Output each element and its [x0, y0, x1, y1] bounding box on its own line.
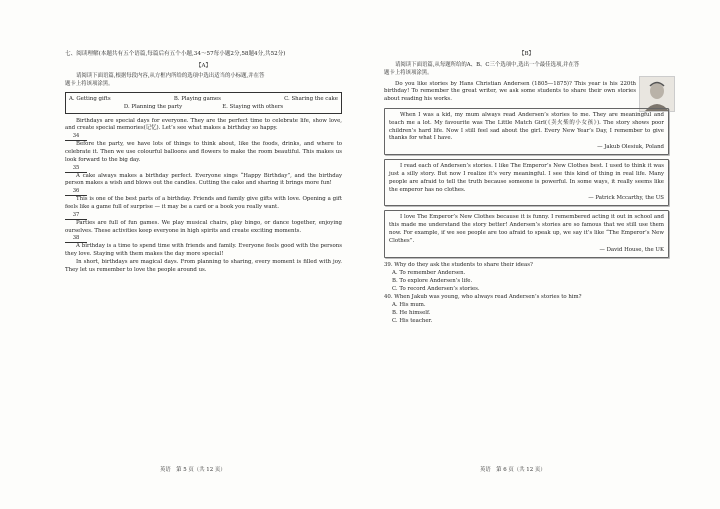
- paragraph-conclusion: In short, birthdays are magical days. From planning to sharing, every moment is filled with joy. They let us remember to love the people around us.: [65, 258, 342, 273]
- instructions-line-2: 题卡上将该项涂黑。: [65, 80, 114, 87]
- blank-38: 38: [65, 235, 87, 243]
- right-page: [384, 50, 669, 325]
- q39-option-c: C. To record Andersen’s stories.: [392, 285, 480, 292]
- part-label-a: 【A】: [195, 63, 212, 69]
- paragraph-35: A cake always makes a birthday perfect. Everyone sings “Happy Birthday”, and the birthday person makes a wish and blows out the candles. Cutting the cake and sharing it brings more fun!: [65, 172, 342, 187]
- instructions-b-line-1: 请阅读下面语篇,从每题所给的A、B、C三个选项中,选出一个最佳选项,并在答: [395, 62, 580, 68]
- quote-2-text: I read each of Andersen’s stories. I like The Emperor’s New Clothes best. I used to think it was just a silly story. But now I realize it’s very meaningful. I see this kind of thing in real life. Many people are afraid to tell the truth because someone is powerful. In some ways, it really seems like the emperor has no clothes.: [389, 163, 664, 193]
- quote-3-signature: — David House, the UK: [599, 246, 664, 253]
- quote-card-1: [384, 108, 669, 155]
- part-label-b: 【B】: [518, 51, 535, 57]
- quote-1-signature: — Jakub Olesiuk, Poland: [597, 144, 664, 151]
- option-a: A. Getting gifts: [69, 95, 111, 102]
- question-39: 39. Why do they ask the students to share their ideas?: [384, 261, 533, 268]
- q39-option-a: A. To remember Andersen.: [392, 269, 466, 276]
- options-box: [65, 92, 342, 114]
- q40-option-c: C. His teacher.: [392, 317, 433, 324]
- quote-3-text: I love The Emperor’s New Clothes because it is funny. I remembered acting it out in school and this made me understand the story better! Andersen’s stories are so famous that we still use them now. For example, if we see people are too afraid to speak up, we say it’s like “The Emperor’s New Clothes”.: [389, 214, 664, 244]
- instructions-line-1: 请阅读下面语篇,根据每段内容,从方框内所给的选项中选出适当的小标题,并在答: [76, 73, 265, 79]
- quote-card-2: [384, 159, 669, 206]
- paragraph-36: This is one of the best parts of a birthday. Friends and family give gifts with love. Opening a gift feels like a game full of surprise — it may be a card or a book you really want.: [65, 196, 342, 210]
- option-b: B. Playing games: [173, 95, 221, 102]
- intro-paragraph: Do you like stories by Hans Christian Andersen (1805—1875)? This year is his 220th birthday! To remember the great writer, we ask some students to share their own stories about reading his works.: [384, 80, 636, 103]
- paragraph-intro: Birthdays are special days for everyone. They are the perfect time to celebrate life, show love, and create special memories(记忆). Let’s see what makes a birthday so happy.: [65, 117, 342, 132]
- blank-35: 35: [65, 165, 87, 173]
- page-footer-right: 英语 第 6 页（共 12 页）: [480, 467, 546, 473]
- blank-37: 37: [65, 212, 87, 220]
- q40-option-a: A. His mum.: [392, 301, 426, 308]
- q40-option-b: B. He himself.: [392, 309, 431, 316]
- q39-option-b: B. To explore Andersen’s life.: [392, 277, 473, 284]
- section-title: 七、阅读理解(本题共有五个语篇,每篇后有五个小题,34～57每小题2分,58题4分,共52分): [65, 51, 286, 57]
- quote-1-text: When I was a kid, my mum always read Andersen’s stories to me. They are meaningful and teach me a lot. My favourite was The Little Match Girl(《卖火柴的小女孩》). The story shows poor children’s hard life. Now I still feel sad about the girl. Every New Year’s Day, I remember to give thanks for what I have.: [389, 111, 664, 142]
- option-d: D. Planning the party: [123, 103, 183, 110]
- blank-36: 36: [65, 188, 87, 196]
- paragraph-34: Before the party, we have lots of things to think about, like the foods, drinks, and where to celebrate it. Then we use colourful balloons and flowers to make the room beautiful. This makes us look forward to the big day.: [65, 141, 342, 163]
- quote-2-signature: — Patrick Mccarthy, the US: [588, 195, 664, 202]
- paragraph-38: A birthday is a time to spend time with friends and family. Everyone feels good with the persons they love. Staying with them makes the day more special!: [65, 243, 342, 258]
- blank-34: 34: [65, 133, 87, 141]
- option-c: C. Sharing the cake: [284, 95, 338, 102]
- option-e: E. Staying with others: [222, 103, 284, 110]
- andersen-portrait: [639, 76, 675, 112]
- question-40: 40. When Jakub was young, who always read Andersen’s stories to him?: [384, 293, 582, 300]
- paragraph-37: Parties are full of fun games. We play musical chairs, play bingo, or dance together, enjoying ourselves. These activities keep everyone in high spirits and create exciting moments.: [65, 219, 342, 234]
- page-footer-left: 英语 第 5 页（共 12 页）: [160, 467, 226, 473]
- quote-card-3: [384, 210, 669, 257]
- left-page: [65, 50, 342, 275]
- instructions-b-line-2: 题卡上将该项涂黑。: [384, 69, 433, 76]
